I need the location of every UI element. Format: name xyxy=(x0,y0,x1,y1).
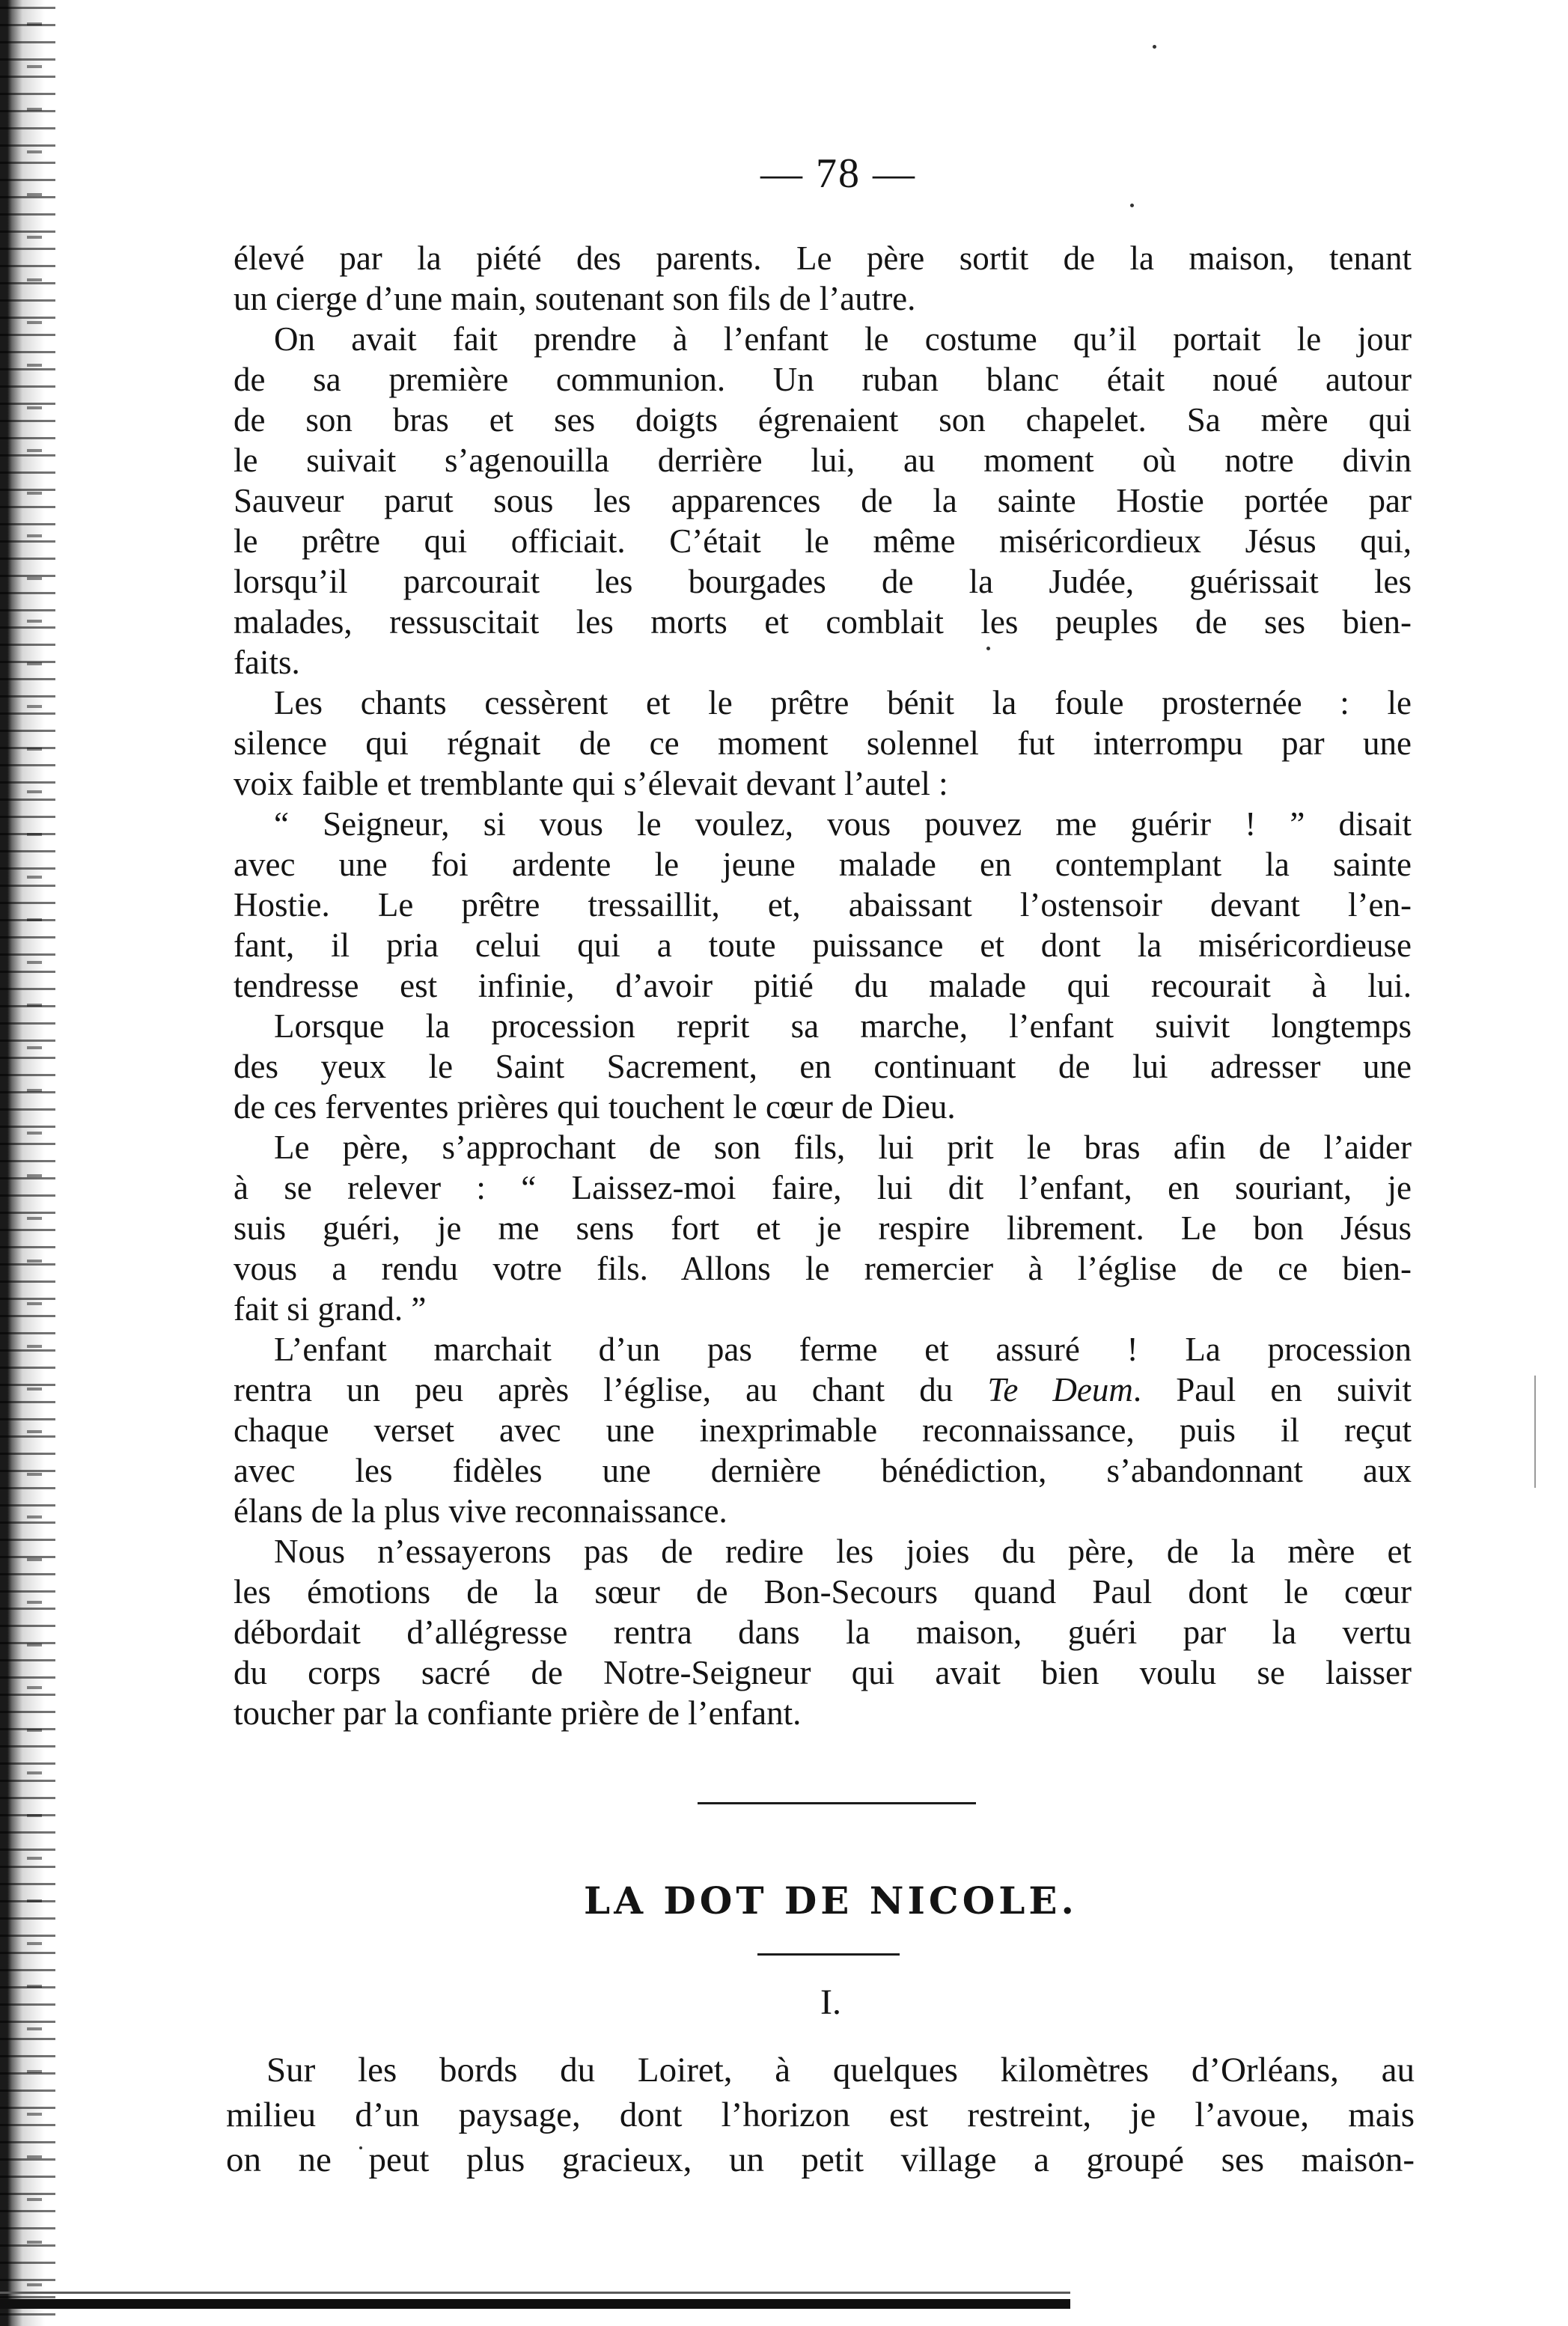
text-line: malades, ressuscitait les morts et comblait les peuples de ses bien- xyxy=(234,603,1412,641)
hymn-title: Te Deum xyxy=(987,1371,1133,1408)
text-line: silence qui régnait de ce moment solennel fut interrompu par une xyxy=(234,724,1412,762)
section-title: LA DOT DE NICOLE. xyxy=(584,1878,1078,1923)
section-divider xyxy=(698,1802,976,1804)
text-line: Le père, s’approchant de son fils, lui prit le bras afin de l’aider xyxy=(274,1129,1412,1166)
text-line: fant, il pria celui qui a toute puissance et dont la miséricordieuse xyxy=(234,927,1412,964)
text-line: Nous n’essayerons pas de redire les joies du père, de la mère et xyxy=(274,1533,1412,1570)
text-line: milieu d’un paysage, dont l’horizon est restreint, je l’avoue, mais xyxy=(226,2095,1415,2134)
chapter-number: I. xyxy=(820,1982,841,2022)
text-line: toucher par la confiante prière de l’enfant. xyxy=(234,1694,802,1732)
text-line: avec une foi ardente le jeune malade en contemplant la sainte xyxy=(234,846,1412,883)
text-line: avec les fidèles une dernière bénédiction, s’abandonnant aux xyxy=(234,1452,1412,1489)
text-line: suis guéri, je me sens fort et je respire librement. Le bon Jésus xyxy=(234,1209,1412,1247)
text-line: vous a rendu votre fils. Allons le remercier à l’église de ce bien- xyxy=(234,1250,1412,1287)
bottom-page-edge xyxy=(0,2299,1070,2309)
text-line: élans de la plus vive reconnaissance. xyxy=(234,1492,727,1530)
text-line: Hostie. Le prêtre tressaillit, et, abaissant l’ostensoir devant l’en- xyxy=(234,886,1412,924)
scan-speck xyxy=(1153,45,1156,49)
text-line: du corps sacré de Notre-Seigneur qui avait bien voulu se laisser xyxy=(234,1654,1412,1691)
text-line: Sur les bords du Loiret, à quelques kilomètres d’Orléans, au xyxy=(266,2051,1415,2090)
chapter-text xyxy=(226,2048,1415,2182)
text-line: chaque verset avec une inexprimable reconnaissance, puis il reçut xyxy=(234,1411,1412,1449)
margin-mark xyxy=(1534,1376,1536,1488)
binding-stitch-marks xyxy=(27,0,42,2326)
text-line: à se relever : “ Laissez-moi faire, lui dit l’enfant, en souriant, je xyxy=(234,1169,1412,1206)
text-line: le prêtre qui officiait. C’était le même miséricordieux Jésus qui, xyxy=(234,522,1412,560)
text-line: les émotions de la sœur de Bon-Secours quand Paul dont le cœur xyxy=(234,1573,1412,1611)
text-line: un cierge d’une main, soutenant son fils de l’autre. xyxy=(234,280,916,317)
text-line: débordait d’allégresse rentra dans la maison, guéri par la vertu xyxy=(234,1614,1412,1651)
bottom-edge-shadow xyxy=(0,2292,1070,2294)
page-number: — 78 — xyxy=(760,150,916,197)
text-line: On avait fait prendre à l’enfant le costume qu’il portait le jour xyxy=(274,320,1412,358)
text-line: lorsqu’il parcourait les bourgades de la Judée, guérissait les xyxy=(234,563,1412,600)
text-line: voix faible et tremblante qui s’élevait devant l’autel : xyxy=(234,765,948,802)
body-text xyxy=(234,238,1412,1733)
text-line: le suivait s’agenouilla derrière lui, au moment où notre divin xyxy=(234,442,1412,479)
text-line: L’enfant marchait d’un pas ferme et assuré ! La procession xyxy=(274,1331,1412,1368)
text-line: faits. xyxy=(234,644,300,681)
scan-speck xyxy=(1130,204,1134,207)
text-line: de sa première communion. Un ruban blanc était noué autour xyxy=(234,361,1412,398)
text-line: “ Seigneur, si vous le voulez, vous pouvez me guérir ! ” disait xyxy=(274,805,1412,843)
text-line: fait si grand. ” xyxy=(234,1290,427,1328)
text-line: on ne peut plus gracieux, un petit village a groupé ses maison- xyxy=(226,2140,1415,2179)
text-line: Les chants cessèrent et le prêtre bénit la foule prosternée : le xyxy=(274,684,1412,721)
text-line: tendresse est infinie, d’avoir pitié du malade qui recourait à lui. xyxy=(234,967,1412,1004)
text-line: Sauveur parut sous les apparences de la sainte Hostie portée par xyxy=(234,482,1412,519)
text-line: de son bras et ses doigts égrenaient son chapelet. Sa mère qui xyxy=(234,401,1412,439)
text-line: élevé par la piété des parents. Le père sortit de la maison, tenant xyxy=(234,239,1412,277)
text-line: de ces ferventes prières qui touchent le cœur de Dieu. xyxy=(234,1088,956,1126)
title-underline xyxy=(757,1953,900,1956)
text-line: rentra un peu après l’église, au chant du Te Deum. Paul en suivit xyxy=(234,1371,1412,1408)
text-line: des yeux le Saint Sacrement, en continuant de lui adresser une xyxy=(234,1048,1412,1085)
text-line: Lorsque la procession reprit sa marche, l’enfant suivit longtemps xyxy=(274,1007,1412,1045)
